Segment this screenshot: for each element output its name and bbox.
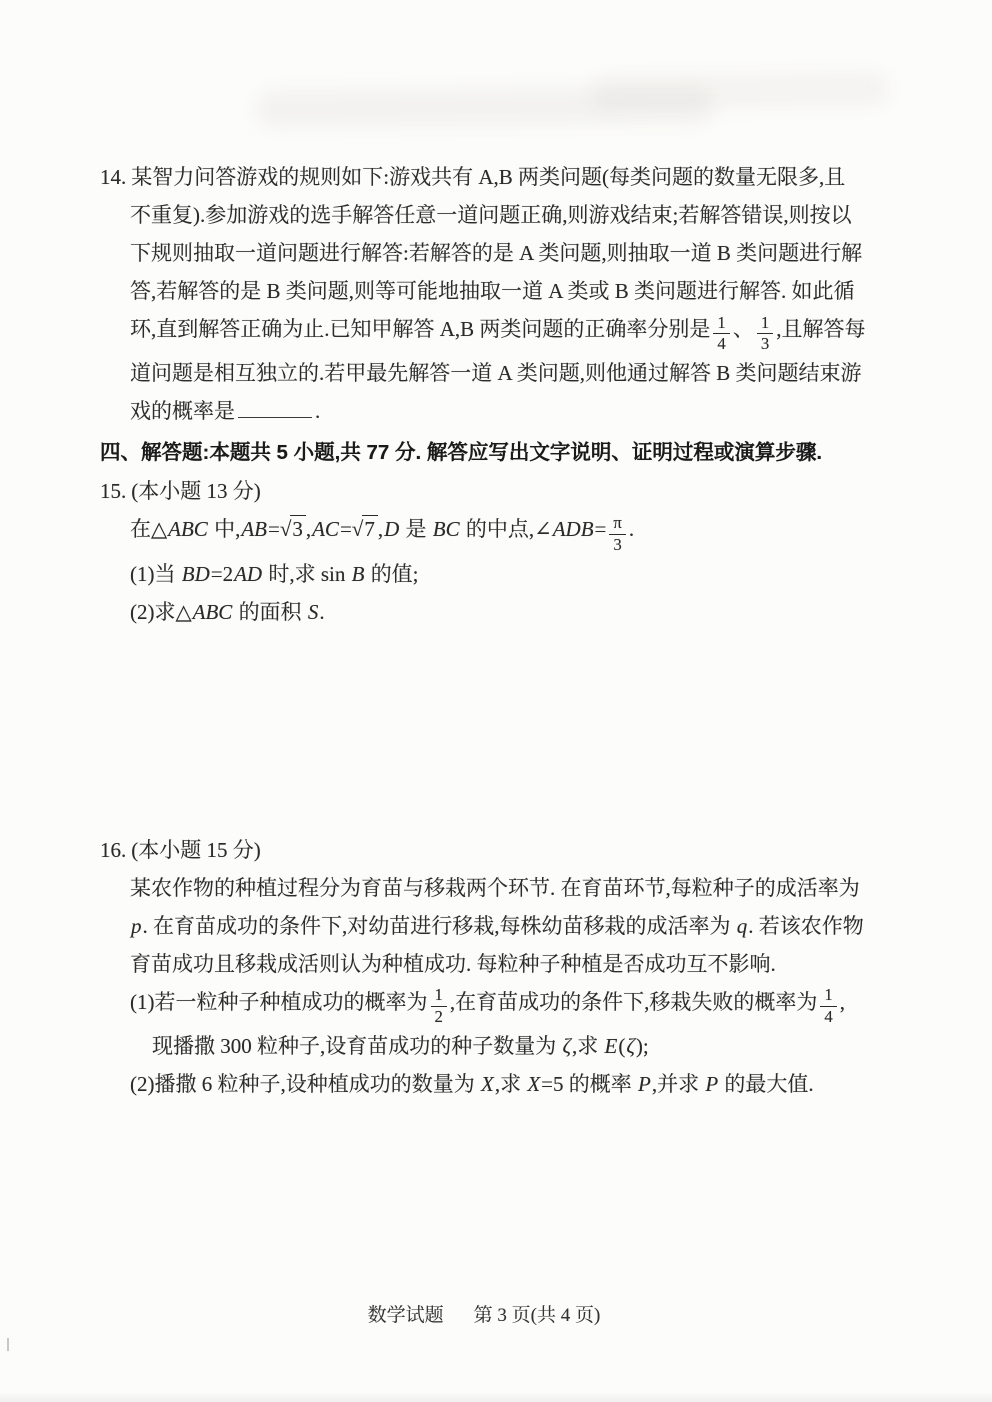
question-16-part-1-cont: 现播撒 300 粒种子,设育苗成功的种子数量为 ζ,求 E(ζ); [152,1033,649,1058]
question-14-line: 不重复).参加游戏的选手解答任意一道问题正确,则游戏结束;若解答错误,则按以 [130,203,852,227]
page-footer [0,1300,980,1327]
question-15-title: 15. (本小题 13 分) [100,479,261,504]
question-14-line: 道问题是相互独立的.若甲最先解答一道 A 类问题,则他通过解答 B 类问题结束游 [130,361,862,386]
question-14-line: 环,直到解答正确为止.已知甲解答 A,B 两类问题的正确率分别是 $\frac{1}{4}$ 、 $\frac{1}{3}$ ,且解答每 [130,312,866,354]
question-14-answer-blank-line: 戏的概率是 . [130,399,321,424]
question-14 [100,158,912,430]
question-16-line: p. 在育苗成功的条件下,对幼苗进行移栽,每株幼苗移栽的成活率为 q. 若该农作物 [131,913,864,938]
question-16-title: 16. (本小题 15 分) [100,837,261,862]
section-4 [100,434,912,472]
page-number: 第 3 页(共 4 页) [473,1305,601,1326]
question-15 [100,472,912,630]
page-content [100,158,912,1103]
question-16-line: 某农作物的种植过程分为育苗与移栽两个环节. 在育苗环节,每粒种子的成活率为 [130,875,860,900]
question-16-line: 育苗成功且移栽成活则认为种植成功. 每粒种子种植是否成功互不影响. [130,951,776,976]
question-15-part-2: (2)求△ABC 的面积 S. [130,599,325,624]
question-16 [100,831,912,1103]
blurred-watermark [590,72,890,110]
question-14-line: 答,若解答的是 B 类问题,则等可能地抽取一道 A 类或 B 类问题进行解答. 如此循 [130,279,855,303]
question-15-line: 在△ABC 中,AB=√3 ,AC=√7 ,D 是 BC 的中点,∠ADB= $\frac{\pi}{3}$ . [130,512,635,554]
question-16-part-2: (2)播撒 6 粒种子,设种植成功的数量为 X,求 X=5 的概率 P,并求 P 的最大值. [130,1071,814,1096]
question-14-line: 下规则抽取一道问题进行解答:若解答的是 A 类问题,则抽取一道 B 类问题进行解 [130,241,863,265]
question-15-part-1: (1)当 BD=2AD 时,求 sin B 的值; [130,561,419,586]
doc-title: 数学试题 [367,1305,444,1326]
question-14-line: 14. 某智力问答游戏的规则如下:游戏共有 A,B 两类问题(每类问题的数量无限多,且 [100,165,846,189]
question-16-part-1: (1)若一粒种子种植成功的概率为 $\frac{1}{2}$ ,在育苗成功的条件下,移栽失败的概率为 $\frac{1}{4}$ , [130,985,846,1026]
scan-artifact [7,1338,9,1351]
section-4-header: 四、解答题:本题共 5 小题,共 77 分. 解答应写出文字说明、证明过程或演算步骤. [100,441,823,465]
